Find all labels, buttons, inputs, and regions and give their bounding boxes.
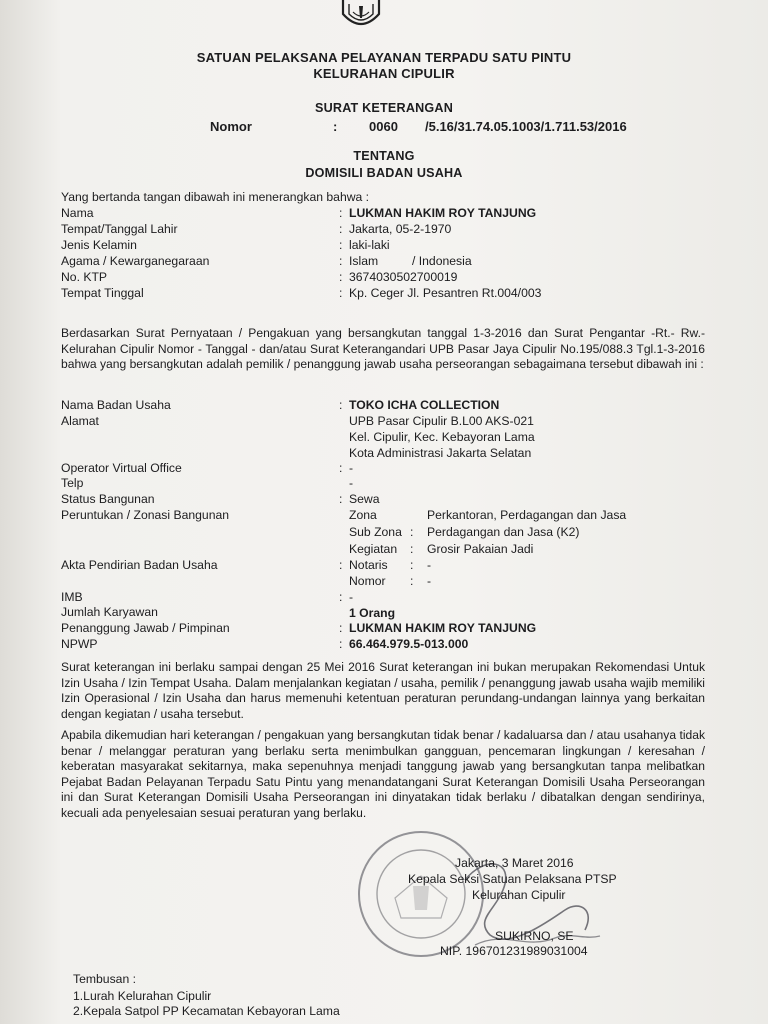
identity-label: Tempat/Tanggal Lahir: [61, 222, 178, 236]
akta-nomor-value: -: [427, 574, 432, 588]
identity-label: Agama / Kewarganegaraan: [61, 254, 210, 268]
subzona-label: Sub Zona: [349, 525, 402, 539]
signature-place-date: Jakarta, 3 Maret 2016: [455, 856, 574, 870]
cc-item: 2.Kepala Satpol PP Kecamatan Kebayoran Lama: [73, 1004, 340, 1018]
agency-subtitle: KELURAHAN CIPULIR: [313, 66, 455, 81]
akta-label: Akta Pendirian Badan Usaha: [61, 558, 218, 572]
warning-paragraph: Apabila dikemudian hari keterangan / pengakuan yang bersangkutan tidak benar / kadaluarsa dan / atau usahanya tidak benar / melanggar peraturan yang berlaku serta menimbulkan gangguan, pencemaran lingkungan / keresahan / keberatan masyarakat sekitarnya, maka sepenuhnya menjadi tanggung jawab yang bersangkutan tanpa melibatkan Pejabat Badan Pelayanan Terpadu Satu Pintu yang menandatangani Surat Keterangan Domisili Usaha Perseorangan ini dan Surat Keterangan Domisili Usaha Perseorangan ini dinyatakan tidak berlaku / dibatalkan dengan sendirinya, kecuali ada penyelesaian sesuai peraturan yang berlaku.: [61, 728, 705, 820]
telp-value: -: [349, 476, 354, 490]
validity-paragraph: Surat keterangan ini berlaku sampai dengan 25 Mei 2016 Surat keterangan ini bukan merupakan Rekomendasi Untuk Izin Usaha / Izin Tempat Usaha. Dalam menjalankan kegiatan / usaha, pemilik / penanggung jawab usaha wajib memiliki Izin Operasional / Izin Usaha dan harus memenuhi ketentuan peraturan perundang-undangan lainnya yang berkaitan dengan kegiatan / usaha tersebut.: [61, 660, 705, 721]
imb-label: IMB: [61, 590, 83, 604]
telp-label: Telp: [61, 476, 84, 490]
nomor-colon: :: [333, 119, 338, 134]
address-line: Kota Administrasi Jakarta Selatan: [349, 446, 532, 460]
address-line: Kel. Cipulir, Kec. Kebayoran Lama: [349, 430, 535, 444]
business-colon: :: [410, 558, 414, 572]
npwp-value: 66.464.979.5-013.000: [349, 637, 469, 651]
employees-label: Jumlah Karyawan: [61, 605, 158, 619]
nomor-number: 0060: [369, 119, 398, 134]
nomor-code: /5.16/31.74.05.1003/1.711.53/2016: [425, 119, 627, 134]
agency-title: SATUAN PELAKSANA PELAYANAN TERPADU SATU PINTU: [196, 50, 572, 65]
signatory-nip: NIP. 196701231989031004: [440, 944, 588, 958]
signature-title: Kepala Seksi Satuan Pelaksana PTSP: [408, 872, 617, 886]
identity-colon: :: [339, 222, 343, 236]
subzona-value: Perdagangan dan Jasa (K2): [427, 525, 580, 539]
business-colon: :: [410, 542, 414, 556]
intro-text: Yang bertanda tangan dibawah ini menerangkan bahwa :: [61, 190, 370, 204]
statement-paragraph: Berdasarkan Surat Pernyataan / Pengakuan yang bersangkutan tanggal 1-3-2016 dan Surat Pengantar -Rt.- Rw.- Kelurahan Cipulir Nomor - Tanggal - dan/atau Surat Keterangandari UPB Pasar Jaya Cipulir No.195/088.3 Tgl.1-3-2016 bahwa yang bersangkutan adalah pemilik / penanggung jawab usaha perseorangan sebagaimana tersebut dibawah ini :: [61, 326, 705, 372]
document-subject: DOMISILI BADAN USAHA: [305, 166, 463, 180]
identity-label: Tempat Tinggal: [61, 286, 144, 300]
business-name-value: TOKO ICHA COLLECTION: [349, 398, 500, 412]
tentang-label: TENTANG: [353, 149, 415, 163]
dki-emblem-icon: [337, 0, 385, 30]
zona-value: Perkantoran, Perdagangan dan Jasa: [427, 508, 627, 522]
identity-colon: :: [339, 270, 343, 284]
document-type: SURAT KETERANGAN: [315, 101, 453, 115]
kegiatan-label: Kegiatan: [349, 542, 398, 556]
status-label: Status Bangunan: [61, 492, 155, 506]
identity-label: No. KTP: [61, 270, 108, 284]
business-colon: :: [339, 398, 343, 412]
identity-value: Islam / Indonesia: [349, 254, 472, 268]
business-colon: :: [410, 574, 414, 588]
identity-colon: :: [339, 254, 343, 268]
address-label: Alamat: [61, 414, 99, 428]
notaris-value: -: [427, 558, 432, 572]
business-colon: :: [339, 558, 343, 572]
kegiatan-value: Grosir Pakaian Jadi: [427, 542, 534, 556]
identity-value: Kp. Ceger Jl. Pesantren Rt.004/003: [349, 286, 542, 300]
business-name-label: Nama Badan Usaha: [61, 398, 171, 412]
zona-label: Zona: [349, 508, 377, 522]
business-colon: :: [339, 621, 343, 635]
address-line: UPB Pasar Cipulir B.L00 AKS-021: [349, 414, 534, 428]
operator-value: -: [349, 461, 354, 475]
identity-colon: :: [339, 286, 343, 300]
identity-colon: :: [339, 238, 343, 252]
operator-label: Operator Virtual Office: [61, 461, 182, 475]
notaris-label: Notaris: [349, 558, 388, 572]
cc-title: Tembusan :: [73, 972, 137, 986]
identity-label: Nama: [61, 206, 94, 220]
signatory-name: SUKIRNO, SE: [495, 929, 574, 943]
identity-value: Jakarta, 05-2-1970: [349, 222, 452, 236]
zoning-label: Peruntukan / Zonasi Bangunan: [61, 508, 230, 522]
identity-colon: :: [339, 206, 343, 220]
identity-value: 3674030502700019: [349, 270, 458, 284]
business-colon: :: [339, 461, 343, 475]
business-colon: :: [410, 525, 414, 539]
npwp-label: NPWP: [61, 637, 98, 651]
imb-value: -: [349, 590, 354, 604]
identity-value-name: LUKMAN HAKIM ROY TANJUNG: [349, 206, 537, 220]
business-colon: :: [339, 590, 343, 604]
identity-label: Jenis Kelamin: [61, 238, 137, 252]
business-colon: :: [339, 492, 343, 506]
nomor-label: Nomor: [210, 119, 252, 134]
business-colon: :: [339, 637, 343, 651]
status-value: Sewa: [349, 492, 380, 506]
pic-value: LUKMAN HAKIM ROY TANJUNG: [349, 621, 537, 635]
identity-value: laki-laki: [349, 238, 390, 252]
pic-label: Penanggung Jawab / Pimpinan: [61, 621, 230, 635]
signature-office: Kelurahan Cipulir: [472, 888, 566, 902]
cc-item: 1.Lurah Kelurahan Cipulir: [73, 989, 212, 1003]
employees-value: 1 Orang: [349, 606, 396, 620]
akta-nomor-label: Nomor: [349, 574, 386, 588]
